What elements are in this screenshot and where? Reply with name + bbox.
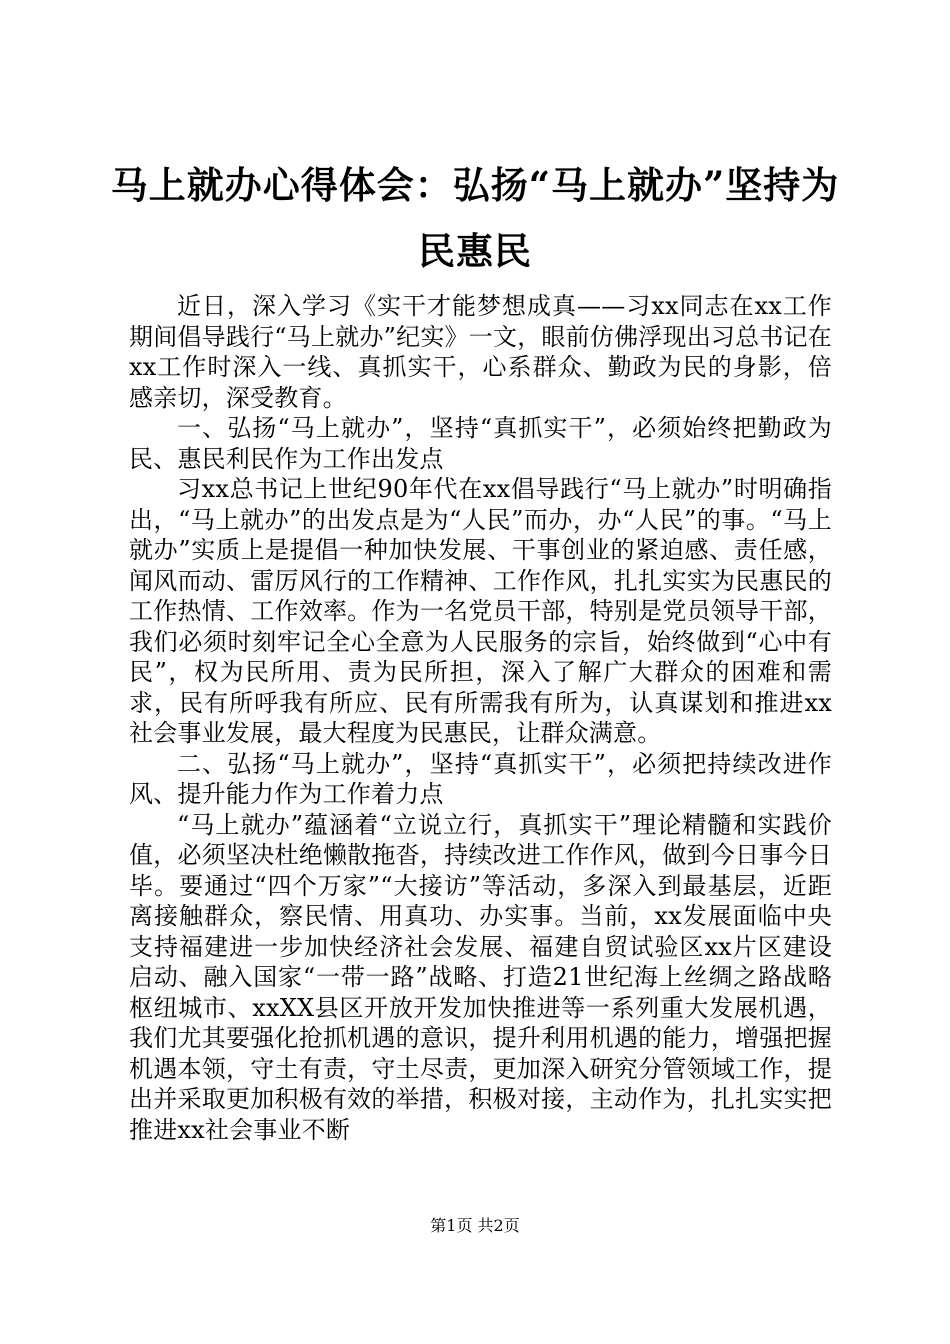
- document-body: [129, 291, 832, 1145]
- section-heading-2: 二、弘扬“马上就办”，坚持“真抓实干”，必须把持续改进作风、提升能力作为工作着力点: [129, 749, 832, 808]
- paragraph-intro: 近日，深入学习《实干才能梦想成真——习xx同志在xx工作期间倡导践行“马上就办”纪实》一文，眼前仿佛浮现出习总书记在xx工作时深入一线、真抓实干，心系群众、勤政为民的身影，倍感亲切，深受教育。: [129, 292, 832, 412]
- document-title: 马上就办心得体会：弘扬“马上就办”坚持为民惠民: [110, 163, 840, 273]
- paragraph-section-2: “马上就办”蕴涵着“立说立行，真抓实干”理论精髓和实践价值，必须坚决杜绝懒散拖沓，持续改进工作作风，做到今日事今日毕。要通过“四个万家”“大接访”等活动，多深入到最基层，近距离接触群众，察民情、用真功、办实事。当前，xx发展面临中央支持福建进一步加快经济社会发展、福建自贸试验区xx片区建设启动、融入国家“一带一路”战略、打造21世纪海上丝绸之路战略枢纽城市、xxXX县区开放开发加快推进等一系列重大发展机遇，我们尤其要强化抢抓机遇的意识，提升利用机遇的能力，增强把握机遇本领，守土有责，守土尽责，更加深入研究分管领域工作，提出并采取更加积极有效的举措，积极对接，主动作为，扎扎实实把推进xx社会事业不断: [129, 810, 832, 1144]
- page-footer: 第1页 共2页: [430, 1216, 520, 1235]
- section-heading-1: 一、弘扬“马上就办”，坚持“真抓实干”，必须始终把勤政为民、惠民利民作为工作出发点: [129, 414, 832, 473]
- paragraph-section-1: 习xx总书记上世纪90年代在xx倡导践行“马上就办”时明确指出，“马上就办”的出发点是为“人民”而办，办“人民”的事。“马上就办”实质上是提倡一种加快发展、干事创业的紧迫感、责任感，闻风而动、雷厉风行的工作精神、工作作风，扎扎实实为民惠民的工作热情、工作效率。作为一名党员干部，特别是党员领导干部，我们必须时刻牢记全心全意为人民服务的宗旨，始终做到“心中有民”，权为民所用、责为民所担，深入了解广大群众的困难和需求，民有所呼我有所应、民有所需我有所为，认真谋划和推进xx社会事业发展，最大程度为民惠民，让群众满意。: [129, 475, 832, 747]
